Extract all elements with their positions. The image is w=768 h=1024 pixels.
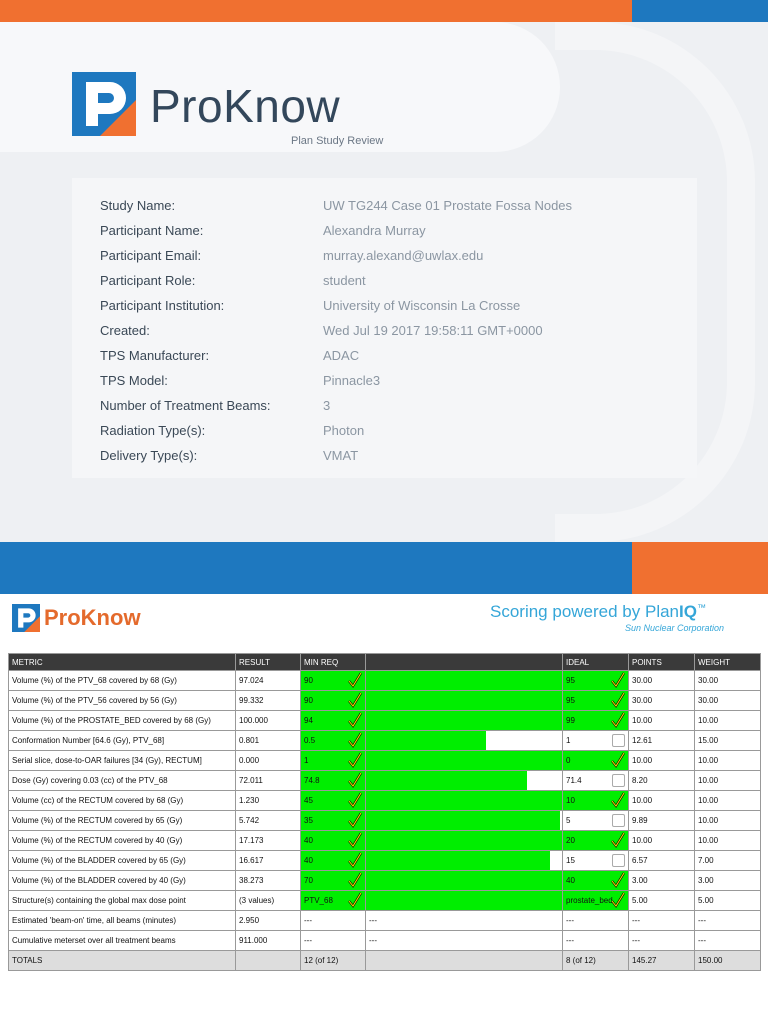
info-value: Alexandra Murray <box>323 223 426 238</box>
minreq-cell <box>301 771 366 791</box>
info-label: Delivery Type(s): <box>100 448 198 463</box>
minreq-value: 40 <box>304 836 313 845</box>
ideal-cell <box>563 791 629 811</box>
col-minreq: MIN REQ <box>301 654 366 671</box>
weight-cell: 10.00 <box>695 751 761 771</box>
totals-label: TOTALS <box>9 951 236 971</box>
metric-cell: Structure(s) containing the global max dose point <box>9 891 236 911</box>
metric-cell: Volume (%) of the PTV_56 covered by 56 (Gy) <box>9 691 236 711</box>
info-label: Participant Email: <box>100 248 202 263</box>
table-row <box>9 771 761 791</box>
sun-nuclear-credit: Sun Nuclear Corporation <box>625 623 725 633</box>
result-cell: 38.273 <box>236 871 301 891</box>
ideal-cell <box>563 811 629 831</box>
minreq-cell <box>301 791 366 811</box>
result-cell: 0.801 <box>236 731 301 751</box>
check-icon <box>348 712 362 728</box>
score-bar <box>366 771 563 791</box>
metric-cell: Volume (%) of the PROSTATE_BED covered by 68 (Gy) <box>9 711 236 731</box>
minreq-cell <box>301 671 366 691</box>
minreq-value: 1 <box>304 756 309 765</box>
weight-cell: 15.00 <box>695 731 761 751</box>
totals-result <box>236 951 301 971</box>
points-cell: 6.57 <box>629 851 695 871</box>
top-accent-orange <box>0 0 632 22</box>
minreq-value: 74.8 <box>304 776 320 785</box>
result-cell: 0.000 <box>236 751 301 771</box>
table-row <box>9 811 761 831</box>
minreq-value: 45 <box>304 796 313 805</box>
result-cell: 72.011 <box>236 771 301 791</box>
score-bar-fill <box>366 771 527 790</box>
info-label: Participant Name: <box>100 223 204 238</box>
check-icon <box>348 812 362 828</box>
minreq-cell <box>301 691 366 711</box>
result-cell: 16.617 <box>236 851 301 871</box>
planiq-credit: Scoring powered by PlanIQ™ <box>490 602 706 621</box>
points-cell: --- <box>629 911 695 931</box>
result-cell: (3 values) <box>236 891 301 911</box>
col-result: RESULT <box>236 654 301 671</box>
table-row <box>9 831 761 851</box>
weight-cell: --- <box>695 931 761 951</box>
minreq-value: PTV_68 <box>304 896 333 905</box>
minreq-cell <box>301 811 366 831</box>
table-row <box>9 791 761 811</box>
scoring-table <box>8 653 761 971</box>
ideal-value: 95 <box>566 696 575 705</box>
score-bar <box>366 731 563 751</box>
points-cell: 12.61 <box>629 731 695 751</box>
ideal-cell <box>563 911 629 931</box>
points-cell: 3.00 <box>629 871 695 891</box>
ideal-cell <box>563 691 629 711</box>
minreq-value: 70 <box>304 876 313 885</box>
weight-cell: 10.00 <box>695 771 761 791</box>
table-row <box>9 911 761 931</box>
score-bar <box>366 871 563 891</box>
info-value: UW TG244 Case 01 Prostate Fossa Nodes <box>323 198 573 213</box>
score-bar <box>366 671 563 691</box>
info-value: student <box>323 273 366 288</box>
score-bar <box>366 751 563 771</box>
ideal-value: 1 <box>566 736 571 745</box>
score-bar-fill <box>366 751 562 770</box>
minreq-cell <box>301 891 366 911</box>
minreq-cell <box>301 731 366 751</box>
minreq-value: 40 <box>304 856 313 865</box>
proknow-logo-icon <box>72 72 136 136</box>
info-label: TPS Manufacturer: <box>100 348 210 363</box>
minreq-value: --- <box>304 936 312 945</box>
info-label: Radiation Type(s): <box>100 423 206 438</box>
unchecked-box-icon <box>612 854 625 867</box>
weight-cell: 10.00 <box>695 791 761 811</box>
divider-band-orange <box>632 542 768 594</box>
result-cell: 2.950 <box>236 911 301 931</box>
table-row <box>9 891 761 911</box>
result-cell: 17.173 <box>236 831 301 851</box>
info-value: ADAC <box>323 348 360 363</box>
table-header-row <box>9 654 761 671</box>
info-value: murray.alexand@uwlax.edu <box>323 248 484 263</box>
check-icon <box>611 672 625 688</box>
check-icon <box>348 692 362 708</box>
table-row <box>9 931 761 951</box>
info-value: 3 <box>323 398 331 413</box>
table-row <box>9 711 761 731</box>
weight-cell: 10.00 <box>695 831 761 851</box>
info-value: University of Wisconsin La Crosse <box>323 298 521 313</box>
info-value: VMAT <box>323 448 359 463</box>
result-cell: 99.332 <box>236 691 301 711</box>
check-icon <box>348 752 362 768</box>
check-icon <box>348 772 362 788</box>
check-icon <box>348 852 362 868</box>
ideal-cell <box>563 891 629 911</box>
check-icon <box>348 892 362 908</box>
table-row <box>9 691 761 711</box>
info-label: Created: <box>100 323 150 338</box>
metric-cell: Cumulative meterset over all treatment beams <box>9 931 236 951</box>
col-points: POINTS <box>629 654 695 671</box>
points-cell: --- <box>629 931 695 951</box>
unchecked-box-icon <box>612 734 625 747</box>
metric-cell: Estimated 'beam-on' time, all beams (minutes) <box>9 911 236 931</box>
metric-cell: Volume (%) of the BLADDER covered by 40 (Gy) <box>9 871 236 891</box>
score-bar <box>366 891 563 911</box>
score-bar-fill <box>366 691 562 710</box>
result-cell: 911.000 <box>236 931 301 951</box>
score-bar <box>366 711 563 731</box>
weight-cell: 10.00 <box>695 811 761 831</box>
score-bar-fill <box>366 851 550 870</box>
info-label: Study Name: <box>100 198 176 213</box>
info-label: Participant Role: <box>100 273 196 288</box>
page-subtitle: Plan Study Review <box>291 135 384 147</box>
table-row <box>9 751 761 771</box>
metric-cell: Volume (cc) of the RECTUM covered by 68 (Gy) <box>9 791 236 811</box>
metric-cell: Volume (%) of the BLADDER covered by 65 (Gy) <box>9 851 236 871</box>
info-label: TPS Model: <box>100 373 168 388</box>
points-cell: 10.00 <box>629 711 695 731</box>
minreq-value: 35 <box>304 816 313 825</box>
points-cell: 8.20 <box>629 771 695 791</box>
ideal-value: 10 <box>566 796 575 805</box>
minreq-cell <box>301 831 366 851</box>
minreq-cell <box>301 851 366 871</box>
ideal-cell <box>563 871 629 891</box>
minreq-cell <box>301 931 366 951</box>
ideal-value: 95 <box>566 676 575 685</box>
result-cell: 5.742 <box>236 811 301 831</box>
ideal-value: 40 <box>566 876 575 885</box>
minreq-cell <box>301 711 366 731</box>
ideal-value: 15 <box>566 856 575 865</box>
totals-ideal: 8 (of 12) <box>563 951 629 971</box>
weight-cell: 10.00 <box>695 711 761 731</box>
check-icon <box>348 792 362 808</box>
points-cell: 30.00 <box>629 671 695 691</box>
minreq-value: 0.5 <box>304 736 316 745</box>
ideal-cell <box>563 831 629 851</box>
weight-cell: 3.00 <box>695 871 761 891</box>
info-label: Number of Treatment Beams: <box>100 398 271 413</box>
metric-cell: Volume (%) of the PTV_68 covered by 68 (Gy) <box>9 671 236 691</box>
points-cell: 5.00 <box>629 891 695 911</box>
proknow-logo-small-icon <box>12 604 40 632</box>
points-cell: 30.00 <box>629 691 695 711</box>
ideal-cell <box>563 731 629 751</box>
minreq-value: 90 <box>304 696 313 705</box>
table-row <box>9 871 761 891</box>
score-bar-fill <box>366 671 562 690</box>
score-bar <box>366 791 563 811</box>
check-icon <box>611 892 625 908</box>
check-icon <box>348 732 362 748</box>
ideal-value: prostate_bed <box>566 896 613 905</box>
points-cell: 9.89 <box>629 811 695 831</box>
score-bar: --- <box>366 911 563 931</box>
totals-row <box>9 951 761 971</box>
ideal-cell <box>563 931 629 951</box>
metric-cell: Dose (Gy) covering 0.03 (cc) of the PTV_68 <box>9 771 236 791</box>
metric-cell: Volume (%) of the RECTUM covered by 40 (Gy) <box>9 831 236 851</box>
check-icon <box>348 832 362 848</box>
minreq-cell <box>301 911 366 931</box>
points-cell: 10.00 <box>629 831 695 851</box>
points-cell: 10.00 <box>629 791 695 811</box>
table-row <box>9 731 761 751</box>
info-value: Pinnacle3 <box>323 373 381 388</box>
ideal-value: --- <box>566 936 574 945</box>
minreq-value: 94 <box>304 716 313 725</box>
table-row <box>9 671 761 691</box>
score-bar <box>366 691 563 711</box>
score-bar <box>366 851 563 871</box>
ideal-value: 99 <box>566 716 575 725</box>
ideal-value: 5 <box>566 816 571 825</box>
score-bar-fill <box>366 731 486 750</box>
info-value: Wed Jul 19 2017 19:58:11 GMT+0000 <box>323 323 543 338</box>
score-bar-fill <box>366 891 562 910</box>
check-icon <box>611 752 625 768</box>
metric-cell: Volume (%) of the RECTUM covered by 65 (Gy) <box>9 811 236 831</box>
col-ideal: IDEAL <box>563 654 629 671</box>
metric-cell: Serial slice, dose-to-OAR failures [34 (Gy), RECTUM] <box>9 751 236 771</box>
weight-cell: 7.00 <box>695 851 761 871</box>
points-cell: 10.00 <box>629 751 695 771</box>
col-bar <box>366 654 563 671</box>
divider-band-blue <box>0 542 632 594</box>
weight-cell: 30.00 <box>695 691 761 711</box>
info-value: Photon <box>323 423 365 438</box>
score-bar-fill <box>366 791 562 810</box>
totals-bar <box>366 951 563 971</box>
info-label: Participant Institution: <box>100 298 225 313</box>
result-cell: 100.000 <box>236 711 301 731</box>
score-bar-fill <box>366 811 560 830</box>
check-icon <box>611 872 625 888</box>
weight-cell: --- <box>695 911 761 931</box>
minreq-cell <box>301 871 366 891</box>
ideal-value: --- <box>566 916 574 925</box>
brand-name-small: ProKnow <box>44 605 141 630</box>
check-icon <box>611 692 625 708</box>
ideal-cell <box>563 711 629 731</box>
result-cell: 97.024 <box>236 671 301 691</box>
minreq-value: 90 <box>304 676 313 685</box>
totals-minreq: 12 (of 12) <box>301 951 366 971</box>
result-cell: 1.230 <box>236 791 301 811</box>
score-bar: --- <box>366 931 563 951</box>
score-bar-fill <box>366 711 562 730</box>
col-metric: METRIC <box>9 654 236 671</box>
score-bar <box>366 811 563 831</box>
check-icon <box>611 712 625 728</box>
ideal-value: 71.4 <box>566 776 582 785</box>
check-icon <box>611 792 625 808</box>
col-weight: WEIGHT <box>695 654 761 671</box>
weight-cell: 5.00 <box>695 891 761 911</box>
totals-points: 145.27 <box>629 951 695 971</box>
weight-cell: 30.00 <box>695 671 761 691</box>
top-accent-blue <box>632 0 768 22</box>
ideal-cell <box>563 771 629 791</box>
score-bar-fill <box>366 831 562 850</box>
ideal-value: 0 <box>566 756 571 765</box>
brand-name: ProKnow <box>150 80 341 132</box>
minreq-value: --- <box>304 916 312 925</box>
ideal-value: 20 <box>566 836 575 845</box>
check-icon <box>611 832 625 848</box>
ideal-cell <box>563 851 629 871</box>
unchecked-box-icon <box>612 814 625 827</box>
check-icon <box>348 872 362 888</box>
unchecked-box-icon <box>612 774 625 787</box>
score-bar-fill <box>366 871 562 890</box>
check-icon <box>348 672 362 688</box>
totals-weight: 150.00 <box>695 951 761 971</box>
ideal-cell <box>563 751 629 771</box>
table-row <box>9 851 761 871</box>
ideal-cell <box>563 671 629 691</box>
score-bar <box>366 831 563 851</box>
metric-cell: Conformation Number [64.6 (Gy), PTV_68] <box>9 731 236 751</box>
minreq-cell <box>301 751 366 771</box>
